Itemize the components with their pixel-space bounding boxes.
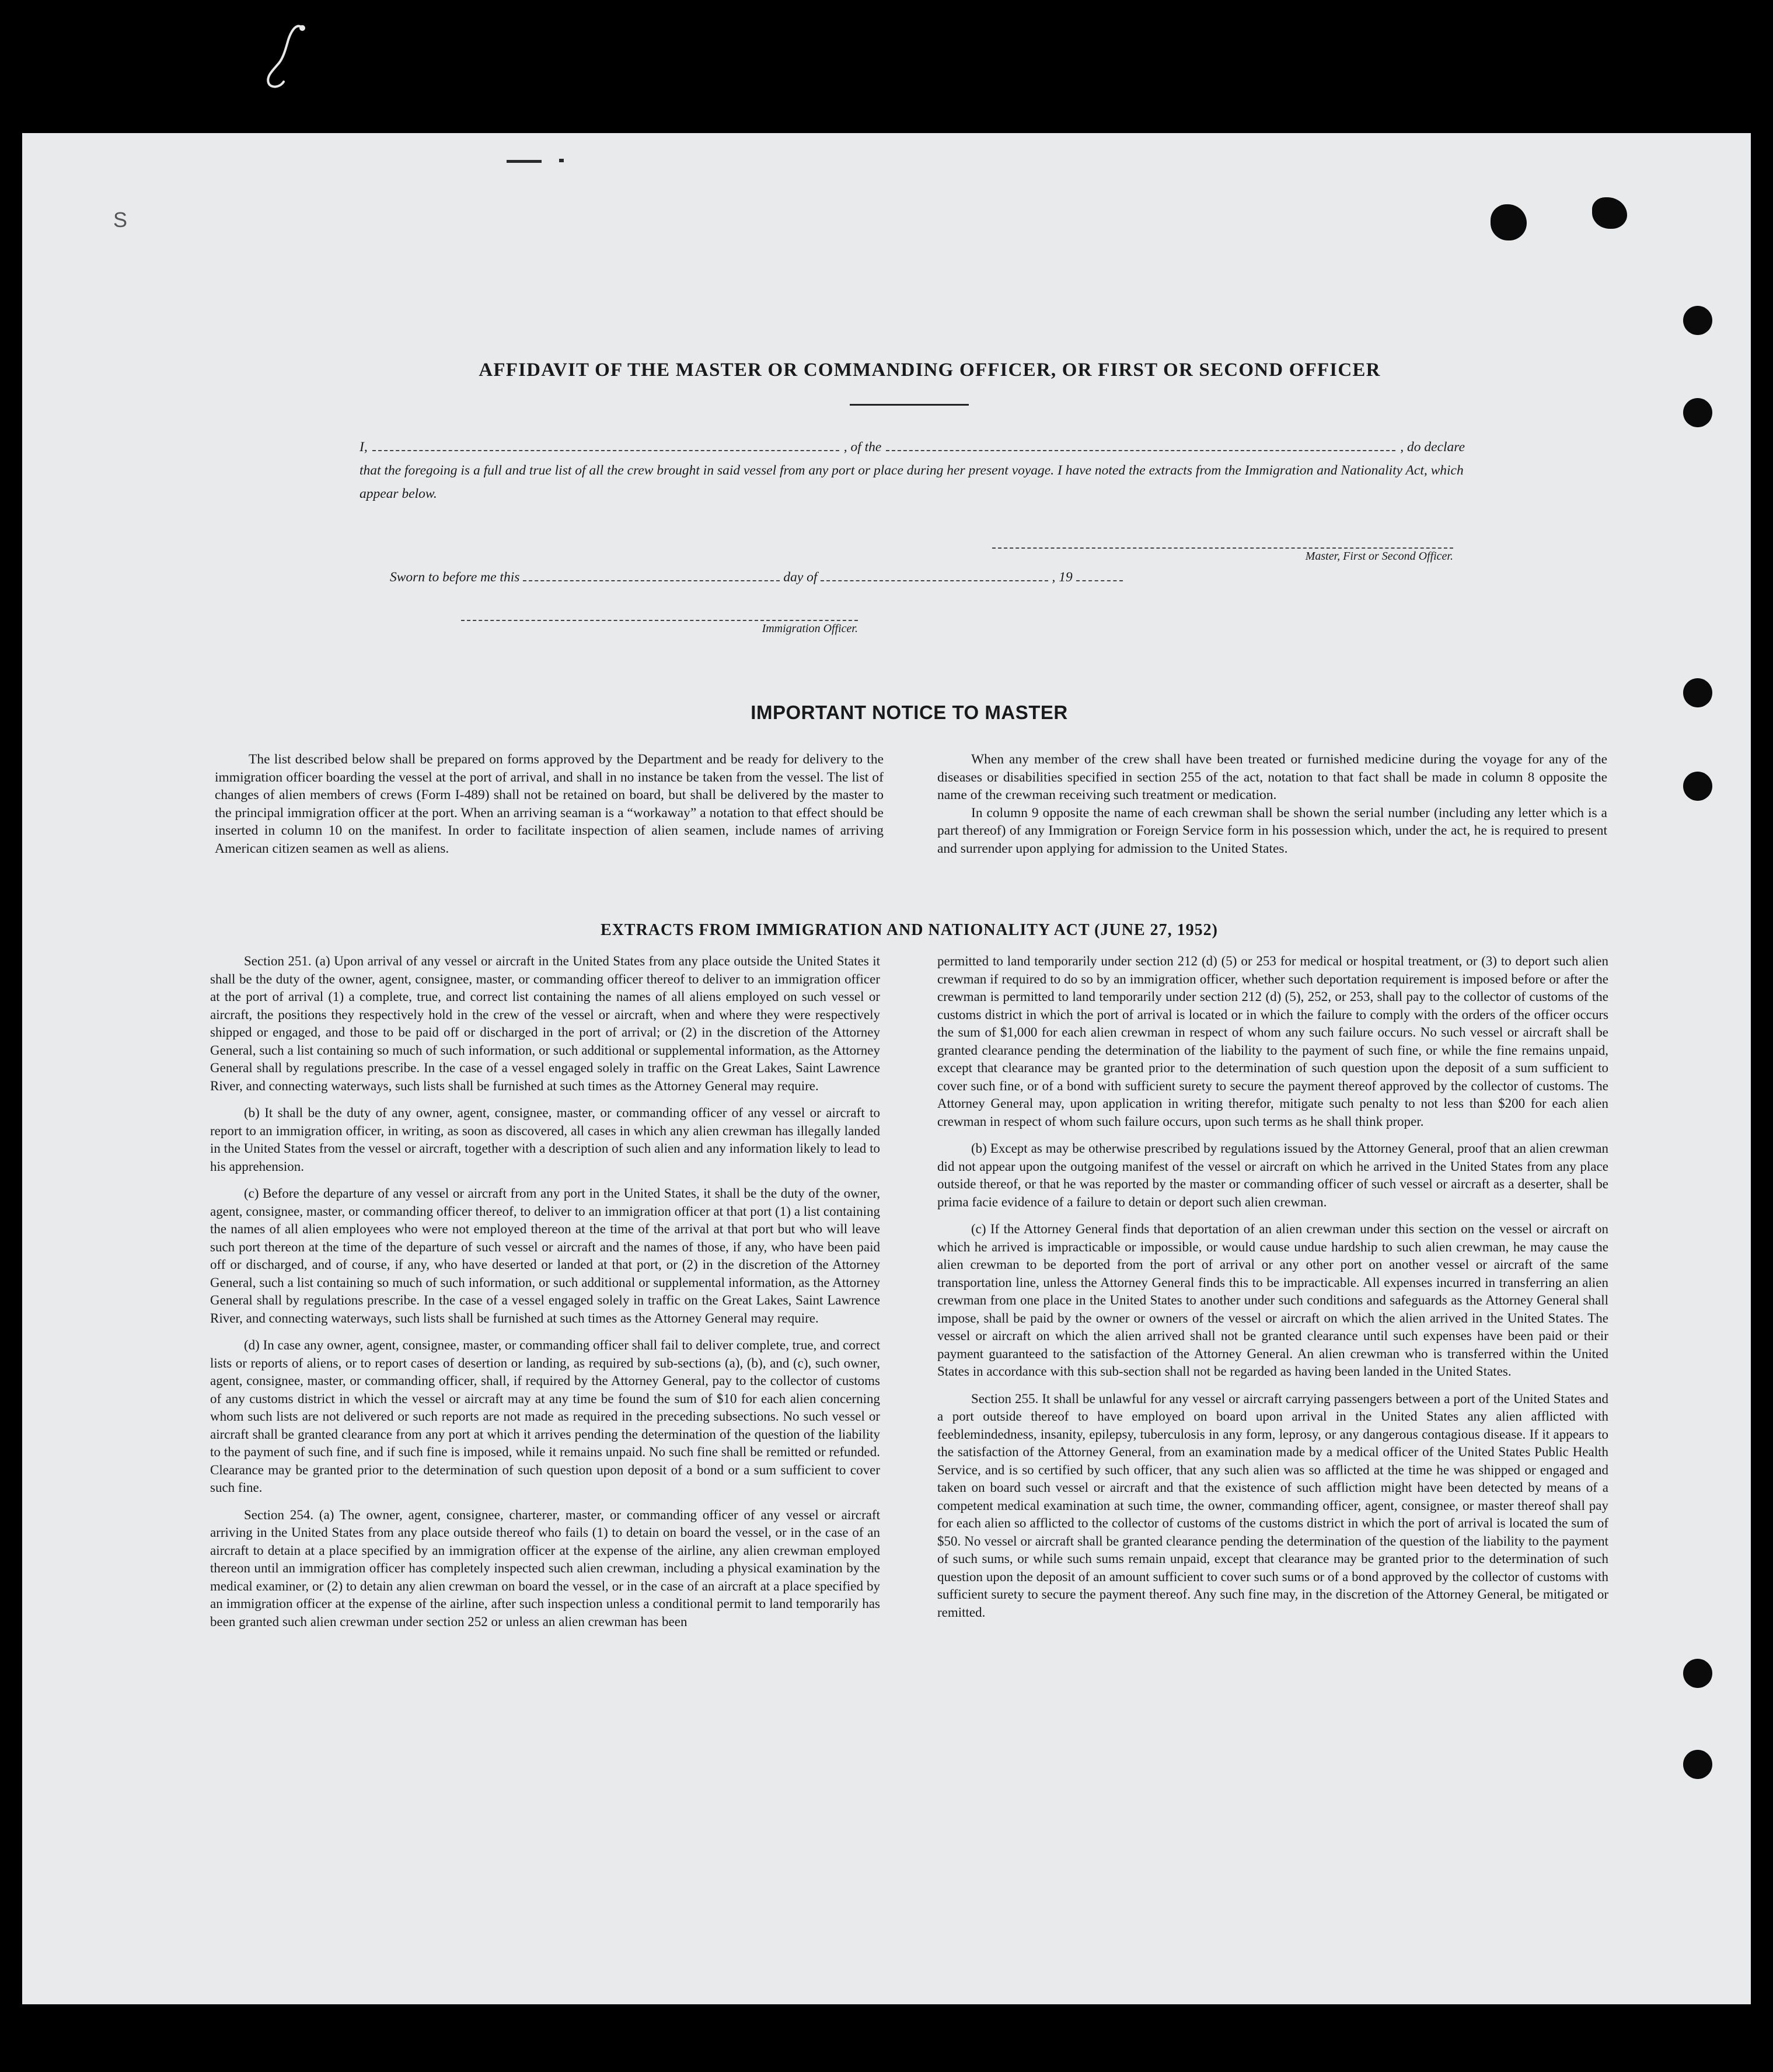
- year-label: , 19: [1052, 570, 1073, 585]
- declaration-text: that the foregoing is a full and true list of all the crew brought in said vessel from any port or place during her present voyage. I have noted the extracts from the Immigration and Nationality Act, which appear below.: [360, 463, 1464, 501]
- immigration-officer-signature-line[interactable]: [461, 620, 858, 621]
- title-rule: [850, 404, 969, 406]
- binder-hole: [1491, 204, 1527, 240]
- margin-mark: S: [113, 208, 128, 232]
- binder-hole: [1683, 306, 1712, 335]
- section-251-c: (c) Before the departure of any vessel or aircraft from any port in the United States, it shall be the duty of the owner, agent, consignee, master, or commanding officer thereof, to deliver to an immigration officer at that port (1) a list containing the names of all alien employees who were not employed thereon at the time of the arrival at that port but who will leave such port thereon at the time of the departure of such vessel or aircraft and the names of those, if any, who have been paid off or discharged, and of course, if any, who have deserted or landed at that port, or (2) in the discretion of the Attorney General, such a list containing so much of such information, or such additional or supplemental information, as the Attorney General shall by regulations prescribe. In the case of a vessel engaged solely in traffic on the Great Lakes, Saint Lawrence River, and connecting waterways, such lists shall be furnished at such times as the Attorney General may require.: [210, 1186, 880, 1325]
- scan-tick: [559, 159, 564, 162]
- sworn-month-field[interactable]: [821, 572, 1048, 581]
- sworn-line: [390, 570, 1172, 585]
- section-251-a: Section 251. (a) Upon arrival of any vessel or aircraft in the United States from any place outside the United States it shall be the duty of the owner, agent, consignee, master, or commanding officer thereof to deliver to an immigration officer at the port of arrival (1) a complete, true, and correct list containing the names of all aliens employed on such vessel or aircraft, the positions they respectively hold in the crew of the vessel or aircraft, when and where they were respectively shipped or engaged, and those to be paid off or discharged in the port of arrival; or (2) in the discretion of the Attorney General, such a list containing so much of such information, or such additional or supplemental information, as the Attorney General shall by regulations prescribe. In the case of a vessel engaged solely in traffic on the Great Lakes, Saint Lawrence River, and connecting waterways, such lists shall be furnished at such times as the Attorney General may require.: [210, 954, 880, 1093]
- section-254-a: Section 254. (a) The owner, agent, consignee, charterer, master, or commanding officer of any vessel or aircraft arriving in the United States from any place outside thereof who fails (1) to detain on board the vessel, or in the case of an aircraft to detain at a place specified by an immigration officer at the expense of the airline, any alien crewman employed thereon until an immigration officer has completely inspected such alien crewman, including a physical examination by the medical examiner, or (2) to detain any alien crewman on board the vessel, or in the case of an aircraft at a place specified by an immigration officer at the expense of the airline, after such inspection unless a conditional permit to land temporarily has been granted such alien crewman under section 252 or unless an alien crewman has been: [210, 1507, 880, 1629]
- binder-hole: [1592, 197, 1627, 229]
- extracts-left-column: [210, 953, 880, 1640]
- notice-paragraph: In column 9 opposite the name of each crewman shall be shown the serial number (including any letter which is a part thereof) of any Immigration or Foreign Service form in his possession which, under the act, he is required to present and surrender upon applying for admission to the United States.: [937, 805, 1607, 856]
- handwritten-mark: [260, 22, 313, 92]
- binder-hole: [1683, 1750, 1712, 1779]
- section-251-b: (b) It shall be the duty of any owner, agent, consignee, master, or commanding officer of any vessel or aircraft to report to an immigration officer, in writing, as soon as discovered, all cases in which any alien crewman has illegally landed in the United States from the vessel or aircraft, together with a description of such alien and any information likely to lead to his apprehension.: [210, 1105, 880, 1174]
- day-of-label: day of: [783, 570, 818, 585]
- extracts-right-column: [937, 953, 1608, 1631]
- i-label: I,: [360, 439, 368, 455]
- do-declare-label: , do declare: [1400, 439, 1465, 455]
- notice-right-column: [937, 751, 1607, 858]
- notice-paragraph: The list described below shall be prepared on forms approved by the Department and be ready for delivery to the immigration officer boarding the vessel at the port of arrival, and shall in no instance be taken from the vessel. The list of changes of alien members of crews (Form I-489) shall not be retained on board, but shall be delivered by the master to the principal immigration officer at the port. When an arriving seaman is a “workaway” a notation to that effect should be inserted in column 10 on the manifest. In order to facilitate inspection of alien seamen, include names of arriving American citizen seamen as well as aliens.: [215, 752, 884, 856]
- binder-hole: [1683, 398, 1712, 427]
- immigration-officer-label: Immigration Officer.: [762, 622, 858, 635]
- notice-left-column: [215, 751, 884, 858]
- notice-title: IMPORTANT NOTICE TO MASTER: [751, 702, 1068, 723]
- affidavit-title: AFFIDAVIT OF THE MASTER OR COMMANDING OFFICER, OR FIRST OR SECOND OFFICER: [479, 360, 1381, 381]
- notice-paragraph: When any member of the crew shall have been treated or furnished medicine during the voyage for any of the diseases or disabilities specified in section 255 of the act, notation to that fact shall be made in column 8 opposite the name of the crewman receiving such treatment or medication.: [937, 752, 1607, 803]
- section-254-b: (b) Except as may be otherwise prescribed by regulations issued by the Attorney General, proof that an alien crewman did not appear upon the outgoing manifest of the vessel or aircraft on which he arrived in the United States from any place outside thereof, or that he was reported by the master or commanding officer of such vessel or aircraft as a deserter, shall be prima facie evidence of a failure to detain or deport such alien crewman.: [937, 1141, 1608, 1209]
- section-255: Section 255. It shall be unlawful for any vessel or aircraft carrying passengers between a port of the United States and a port outside thereof to have employed on board upon arrival in the United States any alien afflicted with feeblemindedness, insanity, epilepsy, tuberculosis in any form, leprosy, or any dangerous contagious disease. If it appears to the satisfaction of the Attorney General, from an examination made by a medical officer of the United States Public Health Service, and is so certified by such officer, that any such alien was so afflicted at the time he was shipped or engaged and taken on board such vessel or aircraft and that the existence of such affliction might have been detected by means of a competent medical examination at such time, the owner, commanding officer, agent, consignee, or master thereof shall pay for each alien so afflicted to the collector of customs of the customs district in which the port of arrival is located the sum of $50. No vessel or aircraft shall be granted clearance pending the determination of the question of the liability to the payment of such sums, or while such sums remain unpaid, except that clearance may be granted prior to the determination of such question upon the deposit of an amount sufficient to cover such sums or of a bond approved by the collector of customs with sufficient surety to secure the payment thereof. Any such fine may, in the discretion of the Attorney General, be mitigated or remitted.: [937, 1391, 1608, 1620]
- affidavit-declaration: [360, 435, 1465, 505]
- scan-tick: [507, 160, 542, 163]
- sworn-label: Sworn to before me this: [390, 570, 520, 585]
- master-signature-line[interactable]: [992, 547, 1453, 549]
- extracts-title: EXTRACTS FROM IMMIGRATION AND NATIONALITY ACT (JUNE 27, 1952): [601, 921, 1218, 939]
- officer-name-field[interactable]: [372, 442, 839, 451]
- of-the-label: , of the: [843, 439, 882, 455]
- section-254-c: (c) If the Attorney General finds that deportation of an alien crewman under this section on the vessel or aircraft on which he arrived is impracticable or impossible, or would cause undue hardship to such alien crewman, he may cause the alien crewman to be deported from the port of arrival or any other port on another vessel or aircraft of the same transportation line, unless the Attorney General finds this to be impracticable. All expenses incurred in transferring an alien crewman from one place in the United States to another under such conditions and safeguards as the Attorney General shall impose, shall be paid by the owner or owners of the vessel or aircraft on which the alien arrived in the United States. The vessel or aircraft on which the alien arrived shall not be granted clearance until such expenses have been paid or their payment guaranteed to the satisfaction of the Attorney General. An alien crewman who is transferred within the United States in accordance with this sub-section shall not be regarded as having been landed in the United States.: [937, 1222, 1608, 1379]
- master-signature-label: Master, First or Second Officer.: [1305, 550, 1453, 563]
- binder-hole: [1683, 1659, 1712, 1688]
- form-page: [22, 133, 1751, 2004]
- section-254-a-continued: permitted to land temporarily under section 212 (d) (5) or 253 for medical or hospital treatment, or (3) to deport such alien crewman if required to do so by an immigration officer, whether such deportation requirement is imposed before or after the crewman is permitted to land temporarily under section 212 (d) (5), 252, or 253, shall pay to the collector of customs of the customs district in which the port of arrival is located or in which the failure to comply with the orders of the officer occurs the sum of $1,000 for each alien crewman in respect of whom any such failure occurs. No such vessel or aircraft shall be granted clearance pending the determination of the liability to the payment of such fine, or while the fine remains unpaid, except that clearance may be granted prior to the determination of such question upon the deposit of a sum sufficient to cover such fine, or of a bond with sufficient surety to secure the payment thereof approved by the collector of customs. The Attorney General may, upon application in writing therefor, mitigate such penalty to not less than $200 for each alien crewman in respect of whom such failure occurs, upon such terms as he shall think proper.: [937, 954, 1608, 1129]
- section-251-d: (d) In case any owner, agent, consignee, master, or commanding officer shall fail to deliver complete, true, and correct lists or reports of aliens, or to report cases of desertion or landing, as required by sub-sections (a), (b), and (c), such owner, agent, consignee, master, or commanding officer, shall, if required by the Attorney General, pay to the collector of customs of any customs district in which the vessel or aircraft may at any time be found the sum of $10 for each alien concerning whom such lists are not delivered or such reports are not made as required in the preceding subsections. No such vessel or aircraft shall be granted clearance from any port at which it arrives pending the determination of the question of the liability to the payment of such fine, and if such fine is imposed, while it remains unpaid. No such fine shall be remitted or refunded. Clearance may be granted prior to the determination of such question upon deposit of a bond or a sum sufficient to cover such fine.: [210, 1338, 880, 1495]
- declaration-line: [360, 435, 1465, 459]
- sworn-day-field[interactable]: [523, 572, 780, 581]
- sworn-year-field[interactable]: [1076, 572, 1123, 581]
- vessel-name-field[interactable]: [886, 442, 1395, 451]
